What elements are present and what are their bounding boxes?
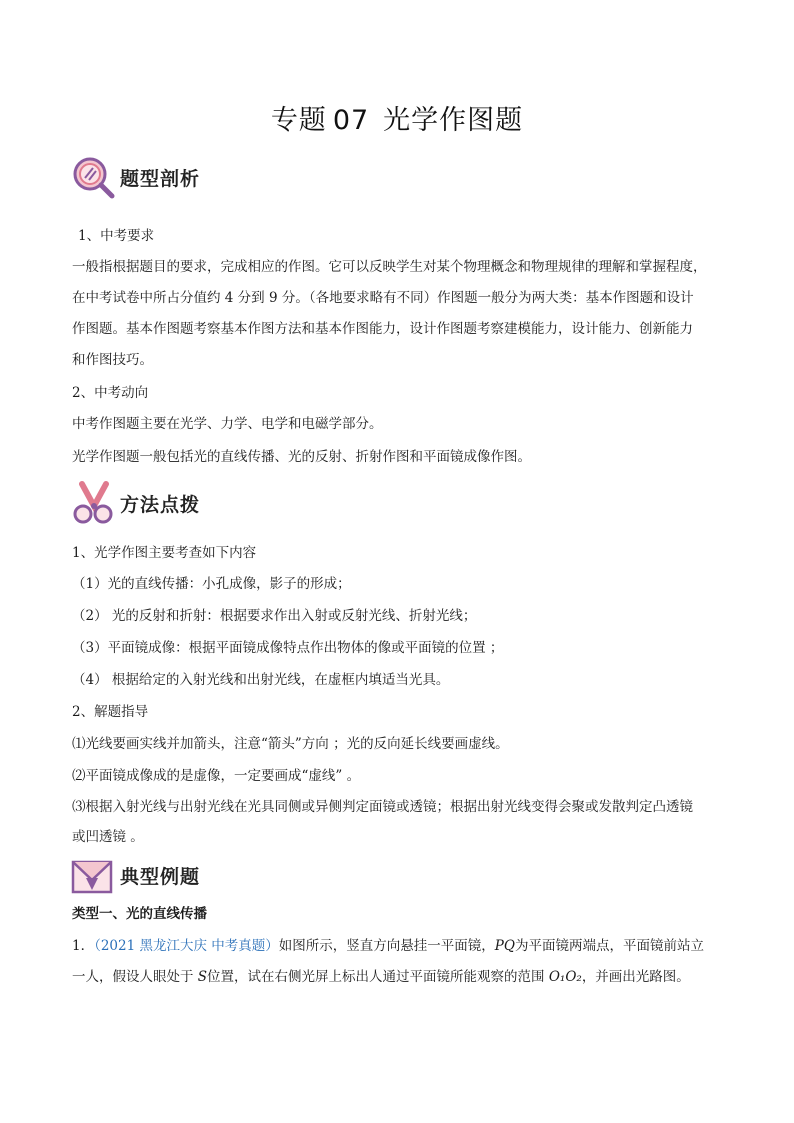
question-number: 1．	[72, 938, 95, 954]
list-item: （4） 根据给定的入射光线和出射光线，在虚框内填适当光具。	[72, 672, 450, 688]
question-text: 位置，试在右侧光屏上标出人通过平面镜所能观察的范围	[207, 969, 549, 985]
section-heading: 方法点拨	[120, 493, 201, 516]
subheading-guidance: 2、解题指导	[72, 704, 149, 720]
text-line: 在中考试卷中所占分值约 4 分到 9 分。（各地要求略有不同）作图题一般分为两大类：基本作图题和设计	[72, 290, 694, 306]
question-line	[72, 962, 724, 993]
subheading-requirements: 1、中考要求	[78, 228, 155, 244]
question-text: 为平面镜两端点，平面镜前站立	[514, 938, 704, 954]
subheading-trends: 2、中考动向	[72, 385, 149, 401]
magnifier-icon	[70, 154, 116, 200]
page-title	[0, 98, 794, 137]
scissors-icon	[70, 480, 116, 526]
list-item: （3）平面镜成像：根据平面镜成像特点作出物体的像或平面镜的位置 ；	[72, 640, 504, 656]
text-line: 光学作图题一般包括光的直线传播、光的反射、折射作图和平面镜成像作图。	[72, 449, 531, 465]
math-var-pq: PQ	[494, 938, 515, 954]
list-item: ⑵平面镜成像成的是虚像，一定要画成“虚线” 。	[72, 768, 361, 784]
text-line: 和作图技巧。	[72, 352, 153, 368]
title-number: 07	[332, 105, 370, 136]
math-var-s: S	[197, 969, 208, 985]
section-heading: 题型剖析	[120, 167, 201, 190]
envelope-icon	[70, 852, 116, 898]
list-item: ⑴光线要画实线并加箭头，注意“箭头”方向 ；光的反向延长线要画虚线。	[72, 736, 509, 752]
question-source: （2021 黑龙江大庆 中考真题）	[94, 938, 279, 954]
question-1	[72, 931, 724, 993]
text-line: 中考作图题主要在光学、力学、电学和电磁学部分。	[72, 416, 383, 432]
question-line	[72, 931, 724, 962]
text-line: 一般指根据题目的要求，完成相应的作图。它可以反映学生对某个物理概念和物理规律的理解和掌握程度，	[72, 259, 707, 275]
section-header-methods	[70, 478, 200, 528]
question-text: 如图所示，竖直方向悬挂一平面镜，	[278, 938, 495, 954]
example-type-heading: 类型一、光的直线传播	[72, 906, 207, 922]
list-item: （2） 光的反射和折射：根据要求作出入射或反射光线、折射光线；	[72, 608, 477, 624]
question-text: ，并画出光路图。	[581, 969, 690, 985]
title-name: 光学作图题	[383, 105, 524, 136]
list-item: （1）光的直线传播：小孔成像，影子的形成；	[72, 576, 351, 592]
text-line: 作图题。基本作图题考察基本作图方法和基本作图能力，设计作图题考察建模能力，设计能力、创新能力	[72, 321, 693, 337]
question-text: 一人，假设人眼处于	[72, 969, 198, 985]
section-header-analysis	[70, 152, 200, 202]
list-item: 或凹透镜 。	[72, 829, 144, 845]
paragraph-requirements	[72, 252, 724, 376]
section-heading: 典型例题	[120, 865, 201, 888]
title-prefix: 专题	[270, 105, 327, 136]
math-var-o1o2: O₁O₂	[548, 969, 582, 985]
list-item: ⑶根据入射光线与出射光线在光具同侧或异侧判定面镜或透镜；根据出射光线变得会聚或发散判定凸透镜	[72, 799, 693, 815]
subheading-content: 1、光学作图主要考查如下内容	[72, 545, 257, 561]
section-header-examples	[70, 850, 200, 900]
